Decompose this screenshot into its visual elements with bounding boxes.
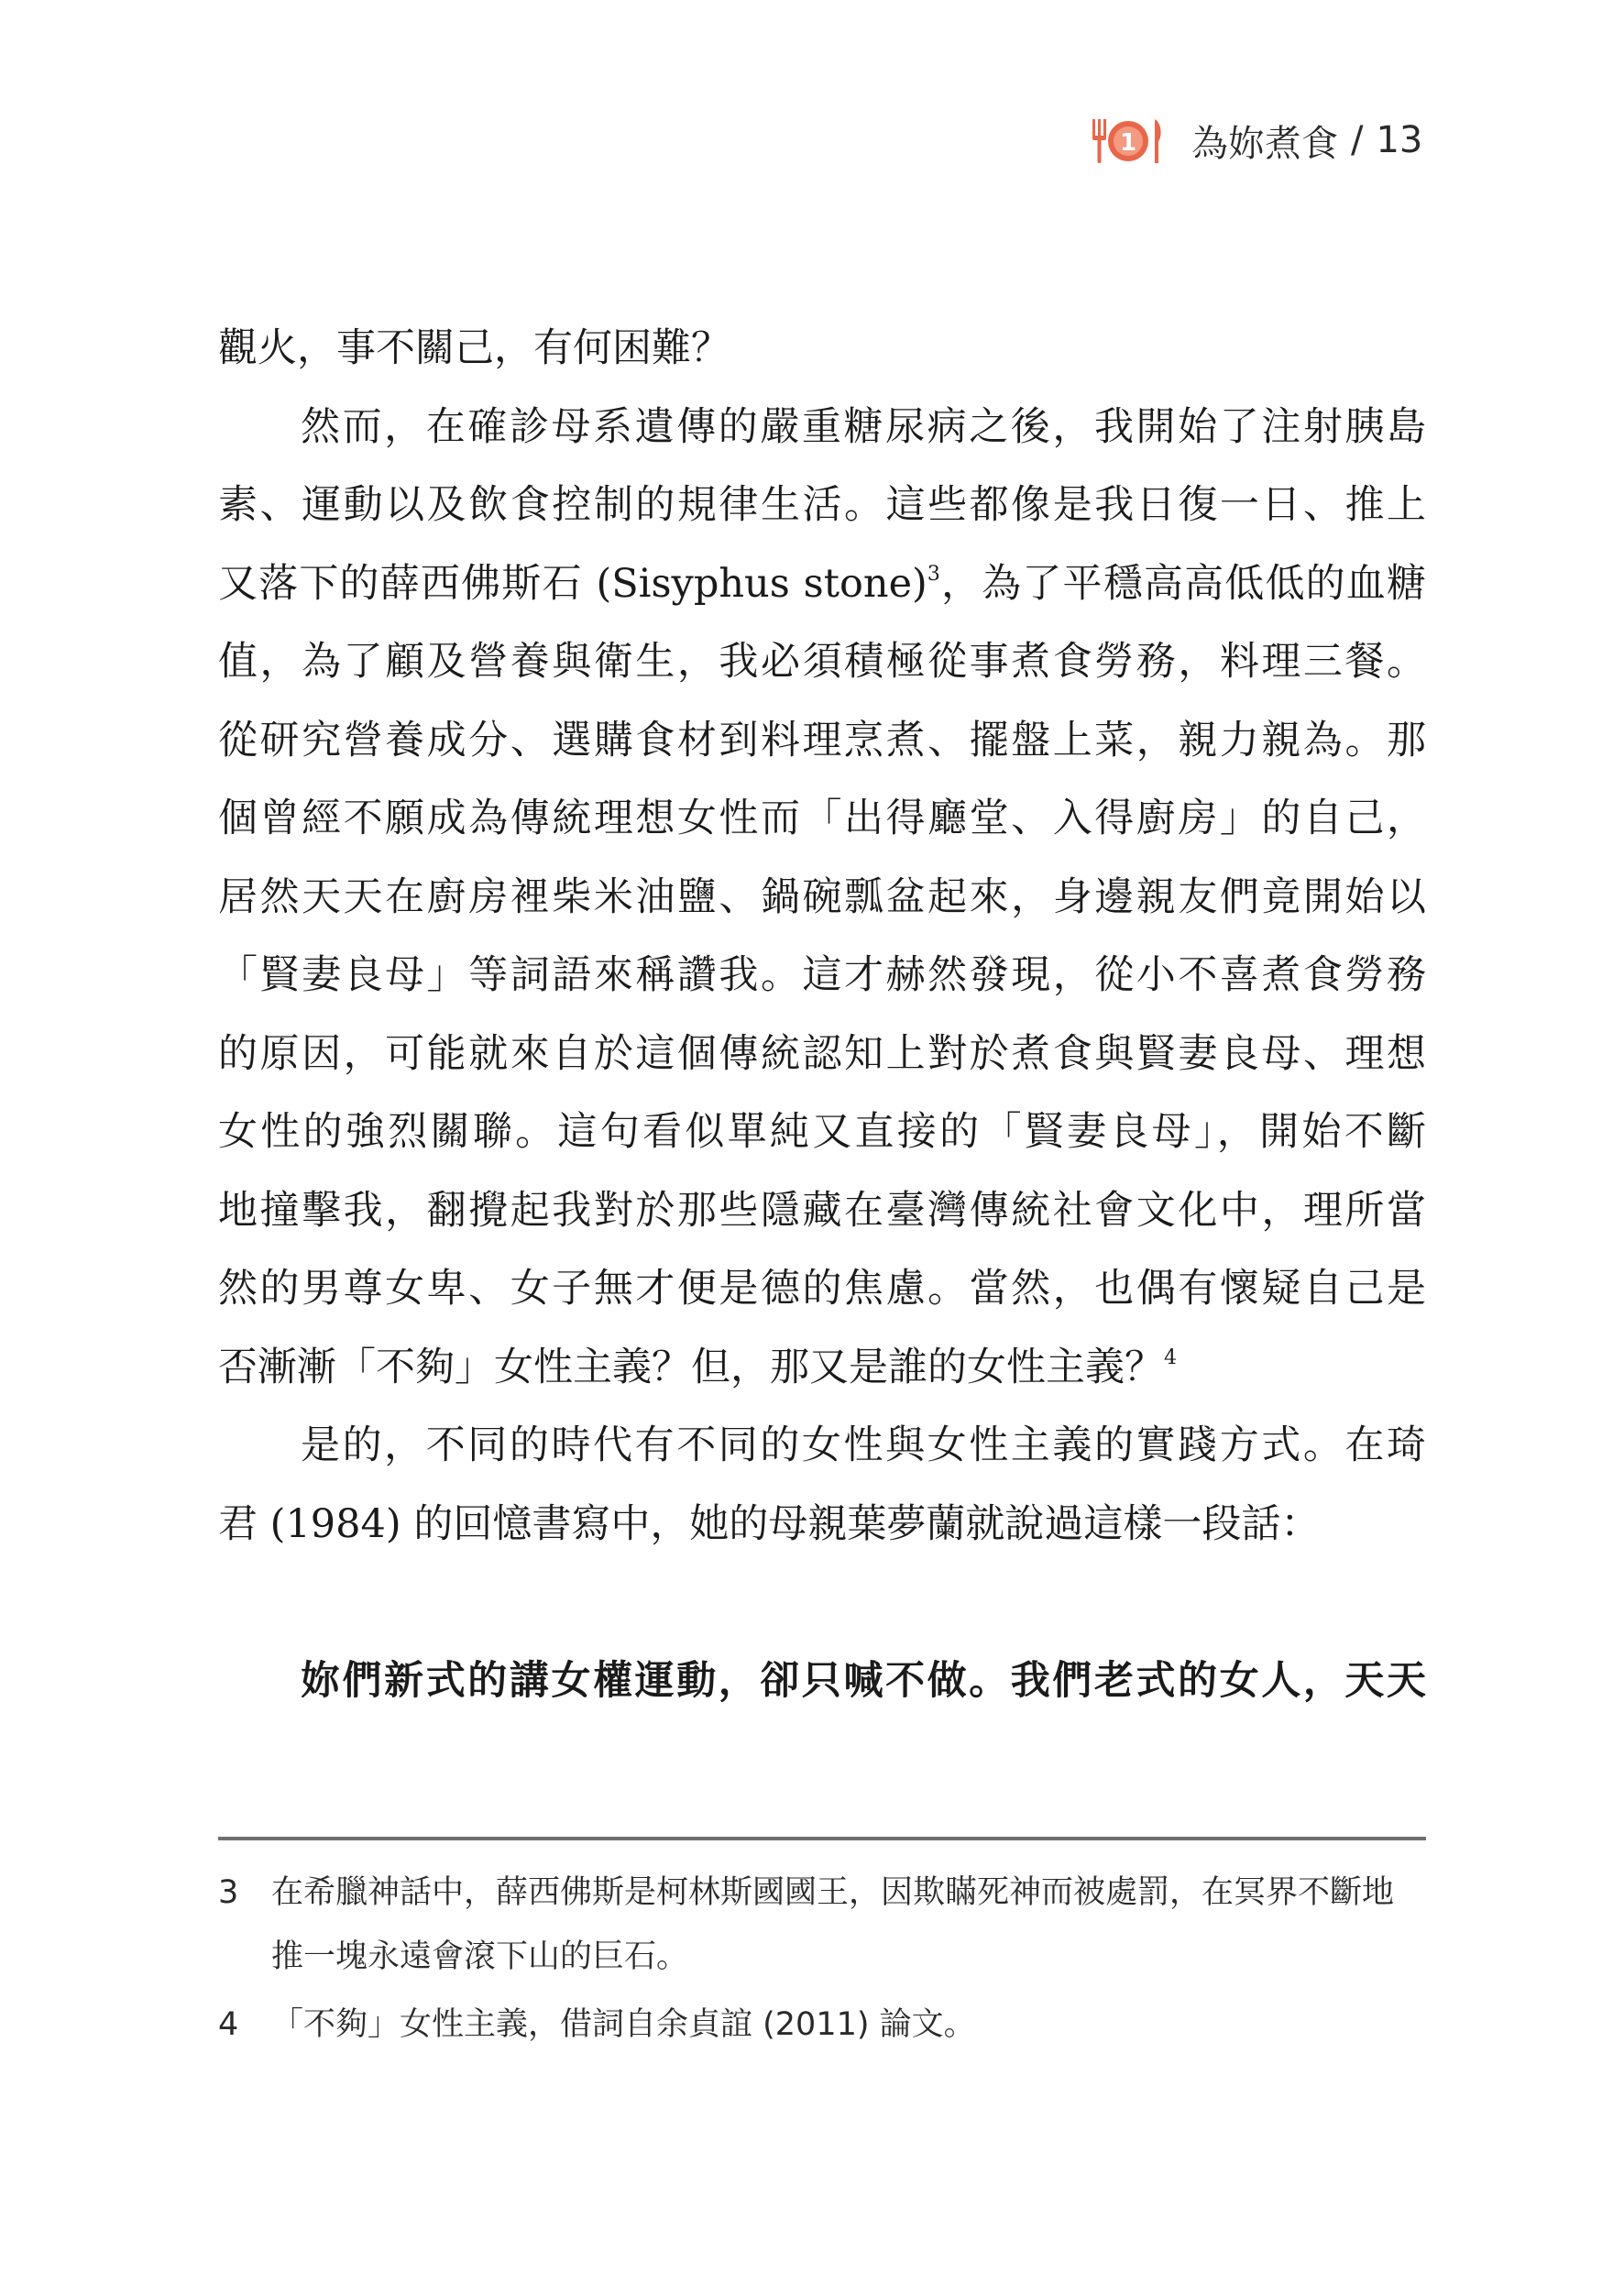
running-header (1091, 108, 1422, 172)
footnote-line: 在希臘神話中，薛西佛斯是柯林斯國國王，因欺瞞死神而被處罰，在冥界不斷地 (271, 1874, 1395, 1911)
footnote-text (271, 1993, 1426, 2057)
footnote-number: 4 (218, 2006, 239, 2043)
footnote-line: 推一塊永遠會滾下山的巨石。 (271, 1938, 689, 1975)
footnote-text (271, 1861, 1426, 1989)
paragraph-line: 否漸漸「不夠」女性主義？但，那又是誰的女性主義？$^4$ (218, 1344, 1177, 1390)
chapter-number: 1 (1119, 129, 1137, 157)
footnote-reference[interactable]: 4 (1164, 1345, 1177, 1369)
paragraph-line: 「賢妻良母」等詞語來稱讚我。這才赫然發現，從小不喜煮食勞務 (218, 952, 1426, 998)
chapter-title: 為妳煮食 (1191, 122, 1338, 165)
header-separator: / (1351, 119, 1364, 161)
footnote-number: 3 (218, 1874, 239, 1911)
body-text (218, 310, 1426, 1564)
footnote-line: 「不夠」女性主義，借詞自余貞誼 (2011) 論文。 (271, 2006, 976, 2043)
paragraph-line: 觀火，事不關己，有何困難？ (218, 325, 730, 371)
paragraph-line: 居然天天在廚房裡柴米油鹽、鍋碗瓢盆起來，身邊親友們竟開始以 (218, 873, 1426, 920)
block-quote: 妳們新式的講女權運動，卻只喊不做。我們老式的女人，天天 (301, 1658, 1426, 1704)
paragraph-line: 女性的強烈關聯。這句看似單純又直接的「賢妻良母」，開始不斷 (218, 1109, 1426, 1155)
footnote-item (218, 1861, 1426, 1989)
paragraph-line: 是的，不同的時代有不同的女性與女性主義的實踐方式。在琦 (301, 1422, 1426, 1468)
paragraph-line: 素、運動以及飲食控制的規律生活。這些都像是我日復一日、推上 (218, 482, 1426, 528)
paragraph-line: 又落下的薛西佛斯石 (Sisyphus stone)$^3$，為了平穩高高低低的血糖 (218, 560, 1426, 607)
footnote-divider (218, 1837, 1426, 1840)
paragraph-line: 值，為了顧及營養與衛生，我必須積極從事煮食勞務，料理三餐。 (218, 639, 1426, 685)
paragraph-line: 從研究營養成分、選購食材到料理烹煮、擺盤上菜，親力親為。那 (218, 717, 1426, 763)
footnotes (218, 1861, 1426, 2057)
paragraph-line: 君 (1984) 的回憶書寫中，她的母親葉夢蘭就說過這樣一段話： (218, 1500, 1321, 1547)
footnote-item (218, 1993, 1426, 2057)
paragraph-line: 地撞擊我，翻攪起我對於那些隱藏在臺灣傳統社會文化中，理所當 (218, 1187, 1426, 1234)
page-number: 13 (1376, 119, 1423, 161)
footnote-reference[interactable]: 3 (927, 562, 940, 586)
paragraph-line: 然的男尊女卑、女子無才便是德的焦慮。當然，也偶有懷疑自己是 (218, 1266, 1426, 1312)
paragraph-line: 的原因，可能就來自於這個傳統認知上對於煮食與賢妻良母、理想 (218, 1030, 1426, 1077)
paragraph-line: 個曾經不願成為傳統理想女性而「出得廳堂、入得廚房」的自己， (218, 796, 1426, 841)
dining-chapter-icon (1091, 114, 1166, 167)
paragraph-line: 然而，在確診母系遺傳的嚴重糖尿病之後，我開始了注射胰島 (301, 403, 1426, 450)
